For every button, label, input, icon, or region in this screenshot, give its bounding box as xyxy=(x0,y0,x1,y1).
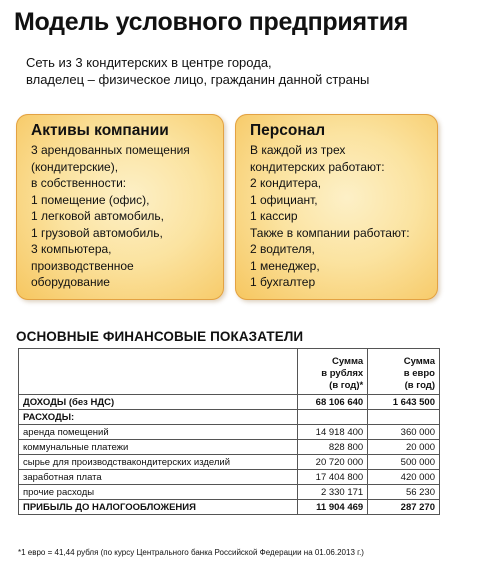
row-eur: 287 270 xyxy=(368,500,440,515)
row-label: коммунальные платежи xyxy=(19,440,298,455)
staff-card xyxy=(235,114,438,300)
header-rub-cell xyxy=(298,349,368,395)
row-eur: 500 000 xyxy=(368,455,440,470)
row-eur: 20 000 xyxy=(368,440,440,455)
row-label: прочие расходы xyxy=(19,485,298,500)
row-rub: 14 918 400 xyxy=(298,425,368,440)
header-rub-line: (в год)* xyxy=(329,380,364,391)
row-label: заработная плата xyxy=(19,470,298,485)
page-title: Модель условного предприятия xyxy=(14,8,409,36)
assets-line: в собственности: xyxy=(31,176,127,190)
table-row xyxy=(19,440,440,455)
assets-line: 1 помещение (офис), xyxy=(31,192,150,207)
staff-card-title: Персонал xyxy=(250,122,326,139)
row-rub xyxy=(298,410,368,425)
row-rub: 20 720 000 xyxy=(298,455,368,470)
financials-table xyxy=(18,348,440,515)
header-label-cell xyxy=(19,349,298,395)
subtitle xyxy=(26,54,466,88)
staff-line: 1 менеджер, xyxy=(250,258,320,273)
header-eur-line: в евро xyxy=(403,368,435,379)
row-label: РАСХОДЫ: xyxy=(19,410,298,425)
row-eur: 1 643 500 xyxy=(368,395,440,410)
table-row xyxy=(19,485,440,500)
assets-line: (кондитерские), xyxy=(31,159,119,174)
footnote: *1 евро = 41,44 рубля (по курсу Центрального банка Российской Федерации на 01.06.2013 г.) xyxy=(18,548,364,557)
staff-line: 1 официант, xyxy=(250,192,318,207)
header-rub-line: в рублях xyxy=(321,368,364,379)
table-row xyxy=(19,470,440,485)
staff-line: кондитерских работают: xyxy=(250,159,385,174)
assets-line: 1 легковой автомобиль, xyxy=(31,209,164,223)
row-eur xyxy=(368,410,440,425)
assets-card-title: Активы компании xyxy=(31,122,169,139)
table-row xyxy=(19,500,440,515)
row-eur: 360 000 xyxy=(368,425,440,440)
row-rub: 17 404 800 xyxy=(298,470,368,485)
row-label: аренда помещений xyxy=(19,425,298,440)
assets-line: производственное xyxy=(31,258,134,273)
staff-line: 1 кассир xyxy=(250,209,298,223)
assets-line: 3 арендованных помещения xyxy=(31,143,190,157)
staff-line: 1 бухгалтер xyxy=(250,275,316,289)
row-rub: 11 904 469 xyxy=(298,500,368,515)
row-label: ПРИБЫЛЬ ДО НАЛОГООБЛОЖЕНИЯ xyxy=(19,500,298,515)
row-rub: 2 330 171 xyxy=(298,485,368,500)
row-rub: 68 106 640 xyxy=(298,395,368,410)
financials-rows xyxy=(19,395,440,515)
table-row xyxy=(19,425,440,440)
row-rub: 828 800 xyxy=(298,440,368,455)
assets-card xyxy=(16,114,224,300)
row-label: сырье для производствакондитерских изделий xyxy=(19,455,298,470)
staff-line: 2 водителя, xyxy=(250,242,315,256)
header-eur-line: Сумма xyxy=(403,356,435,367)
header-rub-line: Сумма xyxy=(331,356,364,367)
financials-section-title: ОСНОВНЫЕ ФИНАНСОВЫЕ ПОКАЗАТЕЛИ xyxy=(16,329,304,344)
subtitle-line: владелец – физическое лицо, гражданин данной страны xyxy=(26,72,370,87)
table-row xyxy=(19,410,440,425)
header-eur-line: (в год) xyxy=(404,380,435,391)
staff-line: Также в компании работают: xyxy=(250,225,410,240)
header-eur-cell xyxy=(368,349,440,395)
staff-line: В каждой из трех xyxy=(250,143,346,157)
assets-line: 1 грузовой автомобиль, xyxy=(31,225,163,240)
subtitle-line: Сеть из 3 кондитерских в центре города, xyxy=(26,55,272,70)
row-label: ДОХОДЫ (без НДС) xyxy=(19,395,298,410)
table-header-row xyxy=(19,349,440,395)
assets-line: 3 компьютера, xyxy=(31,242,112,256)
table-row xyxy=(19,395,440,410)
assets-line: оборудование xyxy=(31,275,110,289)
row-eur: 420 000 xyxy=(368,470,440,485)
row-eur: 56 230 xyxy=(368,485,440,500)
staff-card-body xyxy=(250,142,410,291)
table-row xyxy=(19,455,440,470)
staff-line: 2 кондитера, xyxy=(250,176,322,190)
assets-card-body xyxy=(31,142,190,291)
